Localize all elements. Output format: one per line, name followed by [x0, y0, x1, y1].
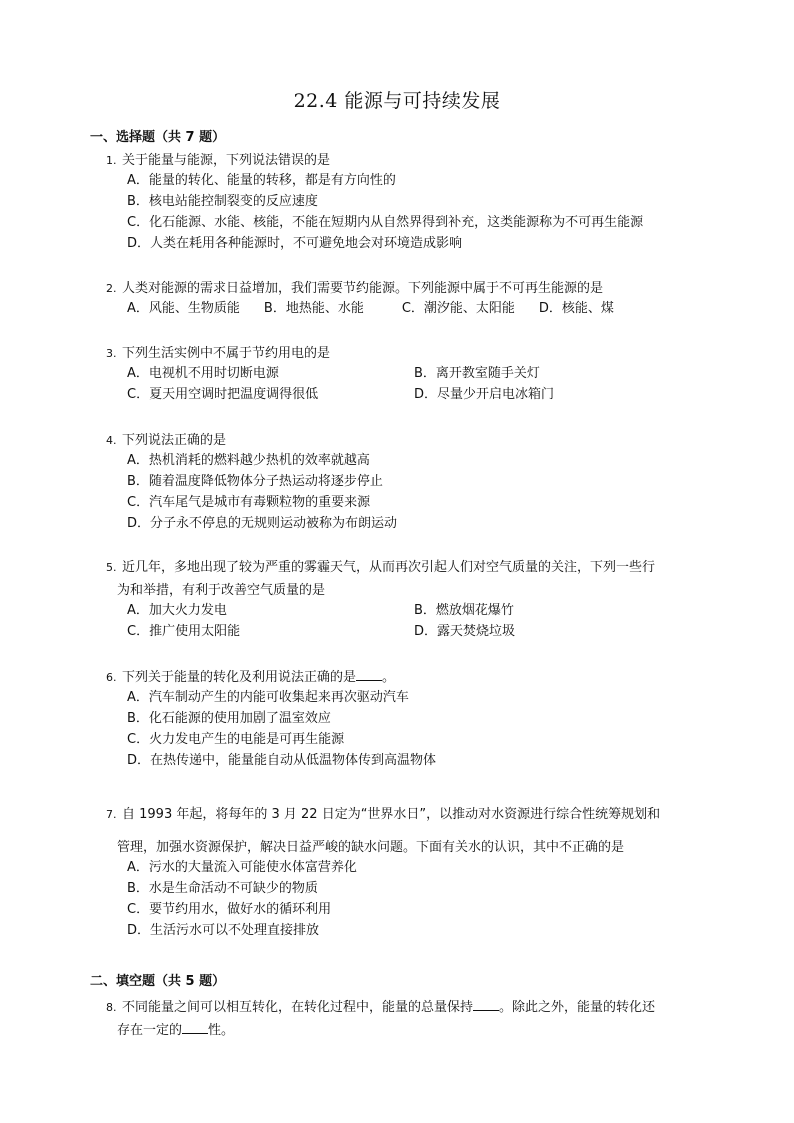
question-stem-cont: 管理，加强水资源保护，解决日益严峻的缺水问题。下面有关水的认识，其中不正确的是 — [117, 840, 625, 855]
option-c: C．夏天用空调时把温度调得很低 — [127, 387, 319, 402]
question-stem-line2-end: 性。 — [208, 1023, 235, 1038]
option-b: B．随着温度降低物体分子热运动将逐步停止 — [127, 474, 383, 489]
option-b: B．水是生命活动不可缺少的物质 — [127, 881, 318, 896]
answer-blank[interactable] — [356, 668, 382, 681]
question-stem: 关于能量与能源，下列说法错误的是 — [122, 153, 331, 168]
question-number: 7. — [106, 808, 117, 821]
question-5 — [106, 558, 711, 643]
option-b: B．核电站能控制裂变的反应速度 — [127, 194, 318, 209]
question-3 — [106, 344, 711, 406]
question-stem: 不同能量之间可以相互转化，在转化过程中，能量的总量保持 — [122, 1000, 474, 1015]
option-c: C．化石能源、水能、核能，不能在短期内从自然界得到补充，这类能源称为不可再生能源 — [127, 215, 644, 230]
question-stem-line2: 存在一定的 — [117, 1023, 183, 1038]
option-c: C．火力发电产生的电能是可再生能源 — [127, 732, 345, 747]
option-c: C．要节约用水，做好水的循环利用 — [127, 902, 332, 917]
question-number: 3. — [106, 347, 117, 360]
option-a: A．汽车制动产生的内能可收集起来再次驱动汽车 — [127, 690, 409, 705]
option-a: A．电视机不用时切断电源 — [127, 366, 279, 381]
option-b: B．化石能源的使用加剧了温室效应 — [127, 711, 331, 726]
option-c: C．潮汐能、太阳能 — [401, 301, 515, 316]
option-a: A．风能、生物质能 — [127, 301, 240, 316]
option-a: A．加大火力发电 — [127, 603, 227, 618]
question-6 — [106, 668, 711, 772]
question-stem: 自 1993 年起，将每年的 3 月 22 日定为“世界水日”，以推动对水资源进行综合性统筹规划和 — [122, 807, 661, 822]
question-number: 5. — [106, 561, 117, 574]
answer-blank[interactable] — [473, 998, 499, 1011]
option-a: A．能量的转化、能量的转移，都是有方向性的 — [127, 173, 396, 188]
option-a: A．污水的大量流入可能使水体富营养化 — [127, 860, 357, 875]
question-stem-cont: 为和举措，有利于改善空气质量的是 — [117, 583, 326, 598]
section-heading-choice: 一、选择题（共 7 题） — [90, 130, 226, 145]
option-d: D．人类在耗用各种能源时，不可避免地会对环境造成影响 — [127, 236, 463, 251]
question-number: 4. — [106, 434, 117, 447]
option-b: B．离开教室随手关灯 — [414, 366, 540, 381]
question-stem: 下列生活实例中不属于节约用电的是 — [122, 346, 331, 361]
question-number: 1. — [106, 154, 117, 167]
option-a: A．热机消耗的燃料越少热机的效率就越高 — [127, 453, 370, 468]
option-d: D．尽量少开启电冰箱门 — [414, 387, 555, 402]
option-d: D．生活污水可以不处理直接排放 — [127, 923, 320, 938]
question-1 — [106, 151, 711, 255]
question-number: 6. — [106, 671, 117, 684]
question-stem: 下列关于能量的转化及利用说法正确的是 — [122, 670, 357, 685]
section-heading-fill: 二、填空题（共 5 题） — [90, 974, 226, 989]
question-stem: 近几年，多地出现了较为严重的雾霾天气，从而再次引起人们对空气质量的关注，下列一些行 — [122, 560, 656, 575]
question-stem: 下列说法正确的是 — [122, 433, 227, 448]
page-title: 22.4 能源与可持续发展 — [293, 90, 501, 112]
question-number: 2. — [106, 282, 117, 295]
question-8 — [106, 998, 711, 1041]
option-b: B．地热能、水能 — [263, 301, 364, 316]
option-c: C．推广使用太阳能 — [127, 624, 241, 639]
option-d: D．分子永不停息的无规则运动被称为布朗运动 — [127, 516, 398, 531]
question-stem: 人类对能源的需求日益增加，我们需要节约能源。下列能源中属于不可再生能源的是 — [122, 281, 604, 296]
answer-blank[interactable] — [182, 1021, 208, 1034]
option-d: D．核能、煤 — [538, 301, 614, 316]
option-d: D．露天焚烧垃圾 — [414, 624, 516, 639]
option-b: B．燃放烟花爆竹 — [414, 603, 514, 618]
question-stem-end: 。 — [382, 670, 396, 685]
option-c: C．汽车尾气是城市有毒颗粒物的重要来源 — [127, 495, 371, 510]
question-number: 8. — [106, 1001, 117, 1014]
question-2 — [106, 279, 711, 319]
question-4 — [106, 431, 711, 535]
question-stem-cont: 。除此之外，能量的转化还 — [499, 1000, 656, 1015]
option-d: D．在热传递中，能量能自动从低温物体传到高温物体 — [127, 753, 437, 768]
question-7 — [106, 805, 711, 942]
